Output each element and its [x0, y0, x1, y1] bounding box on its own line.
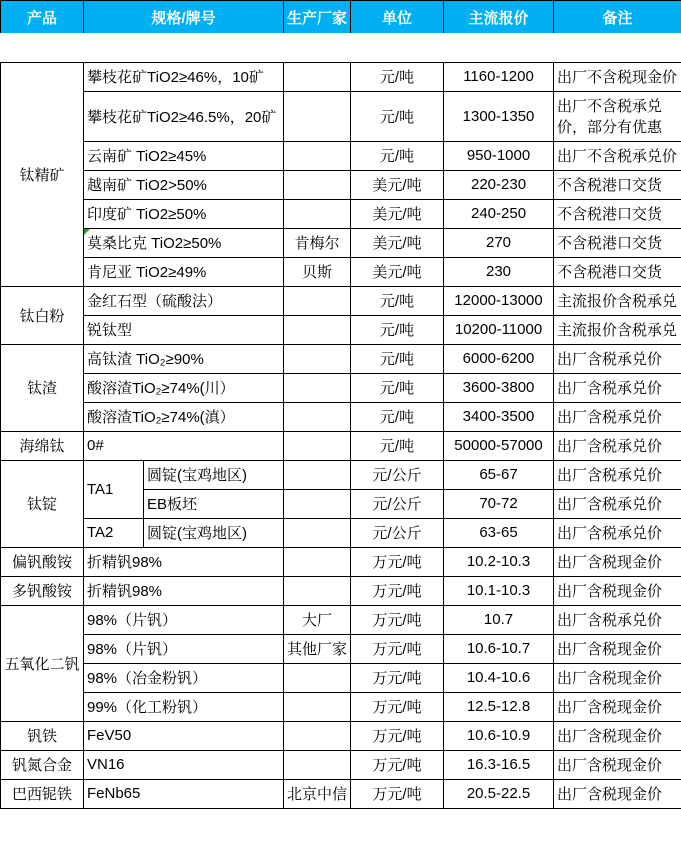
manufacturer-cell [284, 170, 351, 199]
note-cell: 出厂含税承兑价 [554, 518, 681, 547]
note-cell: 出厂含税现金价 [554, 576, 681, 605]
spec-cell: 金红石型（硫酸法） [84, 286, 284, 315]
spec-cell: 99%（化工粉钒） [84, 692, 284, 721]
unit-cell: 元/吨 [351, 62, 444, 91]
table-row [1, 721, 681, 750]
table-row [1, 170, 681, 199]
price-cell: 50000-57000 [444, 431, 554, 460]
unit-cell: 万元/吨 [351, 576, 444, 605]
form-cell: 圆锭(宝鸡地区) [144, 518, 284, 547]
spec-cell: 攀枝花矿TiO2≥46%，10矿 [84, 62, 284, 91]
unit-cell: 元/吨 [351, 402, 444, 431]
spec-cell [84, 228, 284, 257]
manufacturer-cell [284, 750, 351, 779]
unit-cell: 万元/吨 [351, 750, 444, 779]
spec-cell: 98%（冶金粉钒） [84, 663, 284, 692]
note-cell: 出厂含税现金价 [554, 663, 681, 692]
spec-cell: 酸溶渣TiO₂≥74%(滇） [84, 402, 284, 431]
table-row [1, 460, 681, 489]
form-cell: EB板坯 [144, 489, 284, 518]
unit-cell: 元/吨 [351, 373, 444, 402]
note-cell: 不含税港口交货 [554, 199, 681, 228]
price-cell: 270 [444, 228, 554, 257]
price-cell: 950-1000 [444, 141, 554, 170]
spec-cell: 越南矿 TiO2>50% [84, 170, 284, 199]
product-cell: 五氧化二钒 [1, 605, 84, 721]
header-manufacturer: 生产厂家 [284, 1, 351, 34]
price-cell: 3400-3500 [444, 402, 554, 431]
price-cell: 12000-13000 [444, 286, 554, 315]
table-row [1, 663, 681, 692]
unit-cell: 元/公斤 [351, 489, 444, 518]
table-row [1, 634, 681, 663]
manufacturer-cell [284, 344, 351, 373]
table-row [1, 605, 681, 634]
unit-cell: 元/吨 [351, 431, 444, 460]
header-unit: 单位 [351, 1, 444, 34]
price-cell: 10.7 [444, 605, 554, 634]
header-row [1, 1, 681, 34]
spec-cell: VN16 [84, 750, 284, 779]
price-cell: 10.1-10.3 [444, 576, 554, 605]
unit-cell: 美元/吨 [351, 228, 444, 257]
note-cell: 出厂含税承兑价 [554, 373, 681, 402]
price-cell: 10.2-10.3 [444, 547, 554, 576]
table-row [1, 91, 681, 141]
header-note: 备注 [554, 1, 681, 34]
price-cell: 3600-3800 [444, 373, 554, 402]
table-row [1, 518, 681, 547]
unit-cell: 元/吨 [351, 315, 444, 344]
header-product: 产品 [1, 1, 84, 34]
price-cell: 10200-11000 [444, 315, 554, 344]
product-cell: 钒氮合金 [1, 750, 84, 779]
note-cell: 出厂含税现金价 [554, 721, 681, 750]
manufacturer-cell [284, 663, 351, 692]
note-cell: 出厂不含税承兑价 [554, 141, 681, 170]
spec-cell: 折精钒98% [84, 547, 284, 576]
table-row [1, 547, 681, 576]
unit-cell: 万元/吨 [351, 779, 444, 808]
price-cell: 10.4-10.6 [444, 663, 554, 692]
price-cell: 16.3-16.5 [444, 750, 554, 779]
price-cell: 10.6-10.9 [444, 721, 554, 750]
note-cell: 出厂含税承兑价 [554, 402, 681, 431]
table-row [1, 692, 681, 721]
unit-cell: 万元/吨 [351, 721, 444, 750]
manufacturer-cell [284, 315, 351, 344]
unit-cell: 万元/吨 [351, 634, 444, 663]
product-cell: 钛锭 [1, 460, 84, 547]
unit-cell: 元/吨 [351, 344, 444, 373]
spec-cell: 酸溶渣TiO₂≥74%(川） [84, 373, 284, 402]
header-spec: 规格/牌号 [84, 1, 284, 34]
table-row [1, 431, 681, 460]
manufacturer-cell [284, 373, 351, 402]
manufacturer-cell: 贝斯 [284, 257, 351, 286]
table-row [1, 402, 681, 431]
product-cell: 多钒酸铵 [1, 576, 84, 605]
unit-cell: 元/公斤 [351, 518, 444, 547]
table-row [1, 373, 681, 402]
table-row [1, 344, 681, 373]
note-cell: 出厂不含税承兑价，部分有优惠 [554, 91, 681, 141]
manufacturer-cell: 其他厂家 [284, 634, 351, 663]
spec-cell: 锐钛型 [84, 315, 284, 344]
table-row [1, 62, 681, 91]
price-cell: 220-230 [444, 170, 554, 199]
unit-cell: 元/吨 [351, 286, 444, 315]
product-cell: 钛白粉 [1, 286, 84, 344]
price-cell: 6000-6200 [444, 344, 554, 373]
note-cell: 不含税港口交货 [554, 257, 681, 286]
note-cell: 主流报价含税承兑 [554, 315, 681, 344]
unit-cell: 美元/吨 [351, 257, 444, 286]
manufacturer-cell: 北京中信 [284, 779, 351, 808]
price-cell: 1160-1200 [444, 62, 554, 91]
manufacturer-cell [284, 402, 351, 431]
manufacturer-cell [284, 692, 351, 721]
table-row [1, 228, 681, 257]
manufacturer-cell [284, 431, 351, 460]
manufacturer-cell [284, 547, 351, 576]
price-cell: 12.5-12.8 [444, 692, 554, 721]
unit-cell: 万元/吨 [351, 692, 444, 721]
manufacturer-cell [284, 518, 351, 547]
grade-cell: TA1 [84, 460, 144, 518]
note-cell: 出厂含税承兑价 [554, 344, 681, 373]
spec-cell: 肯尼亚 TiO2≥49% [84, 257, 284, 286]
manufacturer-cell [284, 199, 351, 228]
spec-cell: 印度矿 TiO2≥50% [84, 199, 284, 228]
note-cell: 出厂含税现金价 [554, 634, 681, 663]
price-cell: 240-250 [444, 199, 554, 228]
manufacturer-cell [284, 489, 351, 518]
spec-cell: 0# [84, 431, 284, 460]
unit-cell: 万元/吨 [351, 663, 444, 692]
comment-flag-icon [84, 229, 90, 235]
spec-cell: 98%（片钒） [84, 634, 284, 663]
unit-cell: 万元/吨 [351, 547, 444, 576]
note-cell: 出厂含税现金价 [554, 547, 681, 576]
note-cell: 出厂含税现金价 [554, 750, 681, 779]
product-cell: 钛渣 [1, 344, 84, 431]
note-cell: 出厂含税承兑价 [554, 460, 681, 489]
table-row [1, 257, 681, 286]
manufacturer-cell [284, 286, 351, 315]
unit-cell: 美元/吨 [351, 199, 444, 228]
note-cell: 主流报价含税承兑 [554, 286, 681, 315]
table-row [1, 141, 681, 170]
unit-cell: 美元/吨 [351, 170, 444, 199]
note-cell: 出厂不含税现金价 [554, 62, 681, 91]
spec-cell: FeV50 [84, 721, 284, 750]
spec-text: 莫桑比克 TiO2≥50% [87, 235, 222, 252]
manufacturer-cell: 肯梅尔 [284, 228, 351, 257]
table-row [1, 286, 681, 315]
spec-cell: 攀枝花矿TiO2≥46.5%，20矿 [84, 91, 284, 141]
unit-cell: 元/吨 [351, 141, 444, 170]
unit-cell: 万元/吨 [351, 605, 444, 634]
unit-cell: 元/吨 [351, 91, 444, 141]
manufacturer-cell [284, 141, 351, 170]
spec-cell: 高钛渣 TiO₂≥90% [84, 344, 284, 373]
note-cell: 出厂含税现金价 [554, 692, 681, 721]
note-cell: 不含税港口交货 [554, 170, 681, 199]
spec-cell: FeNb65 [84, 779, 284, 808]
note-cell: 出厂含税现金价 [554, 779, 681, 808]
header-price: 主流报价 [444, 1, 554, 34]
unit-cell: 元/公斤 [351, 460, 444, 489]
manufacturer-cell [284, 576, 351, 605]
table-row [1, 576, 681, 605]
manufacturer-cell [284, 62, 351, 91]
table-row [1, 750, 681, 779]
note-cell: 出厂含税承兑价 [554, 605, 681, 634]
table-row [1, 315, 681, 344]
product-cell: 钒铁 [1, 721, 84, 750]
spec-cell: 折精钒98% [84, 576, 284, 605]
price-cell: 20.5-22.5 [444, 779, 554, 808]
price-cell: 65-67 [444, 460, 554, 489]
spec-cell: 98%（片钒） [84, 605, 284, 634]
price-cell: 10.6-10.7 [444, 634, 554, 663]
spec-cell: 云南矿 TiO2≥45% [84, 141, 284, 170]
table-row [1, 199, 681, 228]
note-cell: 不含税港口交货 [554, 228, 681, 257]
grade-cell: TA2 [84, 518, 144, 547]
manufacturer-cell [284, 91, 351, 141]
price-cell: 63-65 [444, 518, 554, 547]
table-row [1, 779, 681, 808]
manufacturer-cell [284, 721, 351, 750]
note-cell: 出厂含税承兑价 [554, 431, 681, 460]
form-cell: 圆锭(宝鸡地区) [144, 460, 284, 489]
price-cell: 230 [444, 257, 554, 286]
price-cell: 1300-1350 [444, 91, 554, 141]
note-cell: 出厂含税承兑价 [554, 489, 681, 518]
header-body-gap [1, 33, 681, 62]
product-cell: 海绵钛 [1, 431, 84, 460]
manufacturer-cell [284, 460, 351, 489]
product-cell: 偏钒酸铵 [1, 547, 84, 576]
product-cell: 巴西铌铁 [1, 779, 84, 808]
product-cell: 钛精矿 [1, 62, 84, 286]
price-cell: 70-72 [444, 489, 554, 518]
manufacturer-cell: 大厂 [284, 605, 351, 634]
